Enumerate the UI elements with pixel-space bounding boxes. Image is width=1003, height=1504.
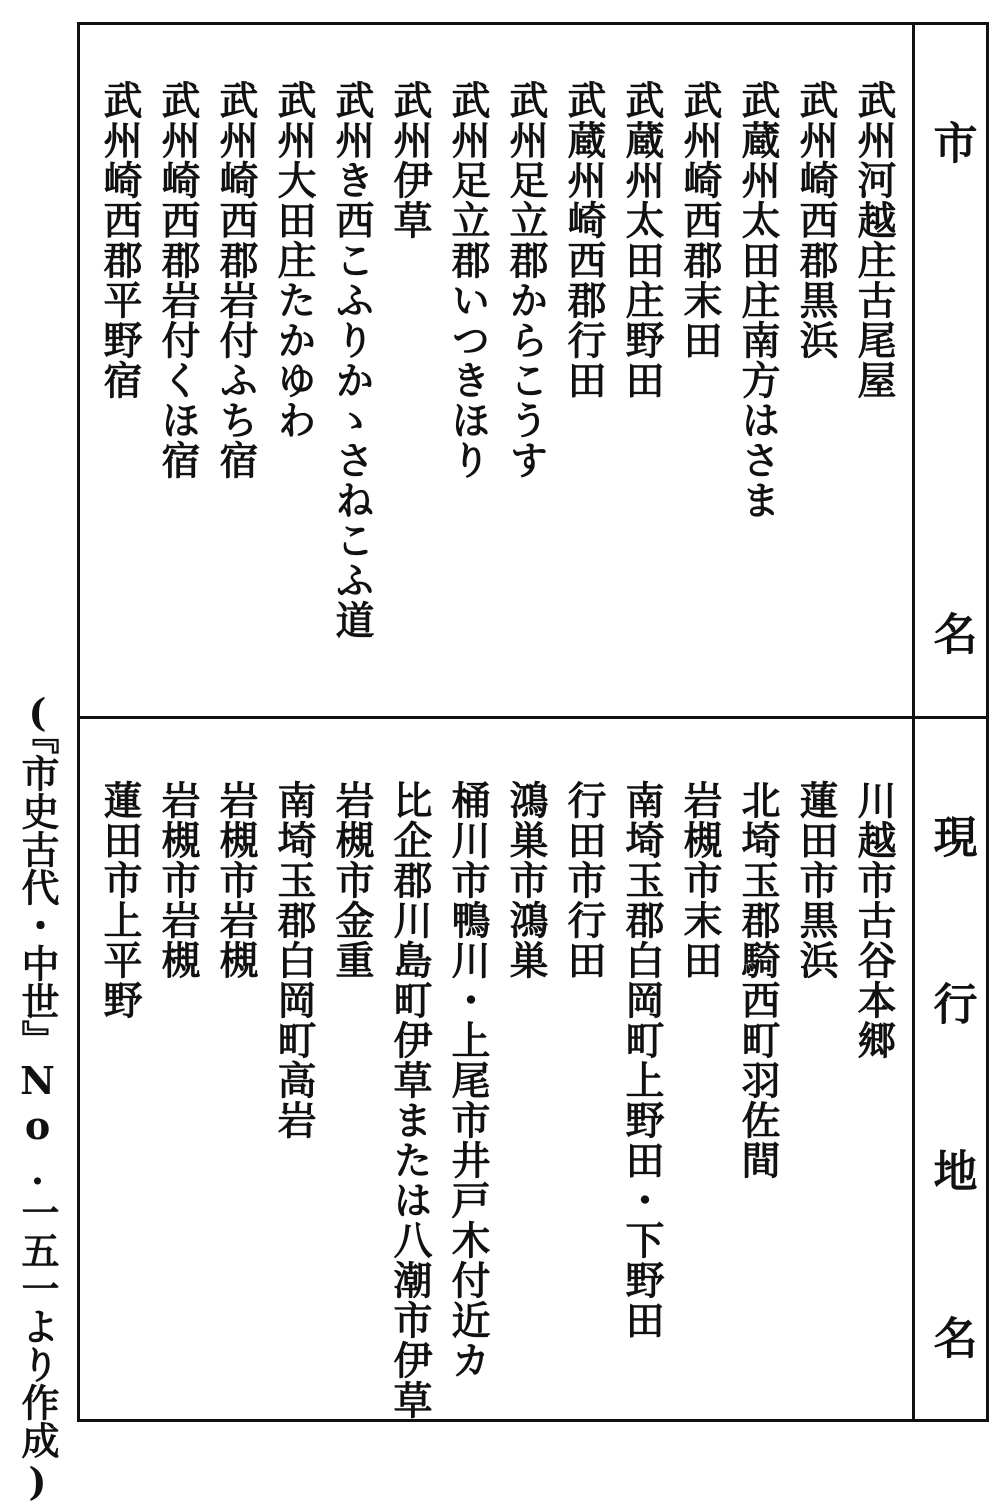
old-name-1: 武州河越庄古尾屋 <box>851 80 897 400</box>
section-divider <box>77 716 989 719</box>
current-name-3: 北埼玉郡騎西町羽佐間 <box>735 780 781 1180</box>
current-name-header-char-1: 現 <box>925 814 977 858</box>
current-name-14: 蓮田市上平野 <box>97 780 143 1020</box>
source-caption: (『市史古代・中世』No.一五一より作成) <box>15 690 60 1504</box>
current-name-2: 蓮田市黒浜 <box>793 780 839 980</box>
current-name-1: 川越市古谷本郷 <box>851 780 897 1060</box>
old-name-10: 武州き西こふりかゝさねこふ道 <box>329 80 375 640</box>
current-name-header-char-4: 名 <box>925 1315 977 1359</box>
current-name-header-char-2: 行 <box>925 981 977 1025</box>
old-name-8: 武州足立郡いつきほり <box>445 80 491 480</box>
old-name-4: 武州崎西郡末田 <box>677 80 723 360</box>
old-name-header <box>915 25 986 715</box>
current-name-5: 南埼玉郡白岡町上野田・下野田 <box>619 780 665 1340</box>
old-name-9: 武州伊草 <box>387 80 433 240</box>
old-name-12: 武州崎西郡岩付ふち宿 <box>213 80 259 480</box>
old-name-6: 武蔵州崎西郡行田 <box>561 80 607 400</box>
current-name-8: 桶川市鴨川・上尾市井戸木付近カ <box>445 780 491 1380</box>
old-name-5: 武蔵州太田庄野田 <box>619 80 665 400</box>
current-name-10: 岩槻市金重 <box>329 780 375 980</box>
current-name-header-char-3: 地 <box>925 1148 977 1192</box>
old-name-13: 武州崎西郡岩付くほ宿 <box>155 80 201 480</box>
current-name-6: 行田市行田 <box>561 780 607 980</box>
current-name-11: 南埼玉郡白岡町高岩 <box>271 780 317 1140</box>
old-name-2: 武州崎西郡黒浜 <box>793 80 839 360</box>
old-name-header-char-2: 名 <box>925 611 977 655</box>
old-name-3: 武蔵州太田庄南方はさま <box>735 80 781 520</box>
current-name-7: 鴻巣市鴻巣 <box>503 780 549 980</box>
current-name-header <box>915 719 986 1419</box>
current-name-4: 岩槻市末田 <box>677 780 723 980</box>
old-name-7: 武州足立郡からこうす <box>503 80 549 480</box>
current-name-9: 比企郡川島町伊草または八潮市伊草 <box>387 780 433 1420</box>
old-name-header-char-1: 市 <box>925 120 977 164</box>
old-name-14: 武州崎西郡平野宿 <box>97 80 143 400</box>
old-name-11: 武州大田庄たかゆわ <box>271 80 317 440</box>
current-name-12: 岩槻市岩槻 <box>213 780 259 980</box>
current-name-13: 岩槻市岩槻 <box>155 780 201 980</box>
